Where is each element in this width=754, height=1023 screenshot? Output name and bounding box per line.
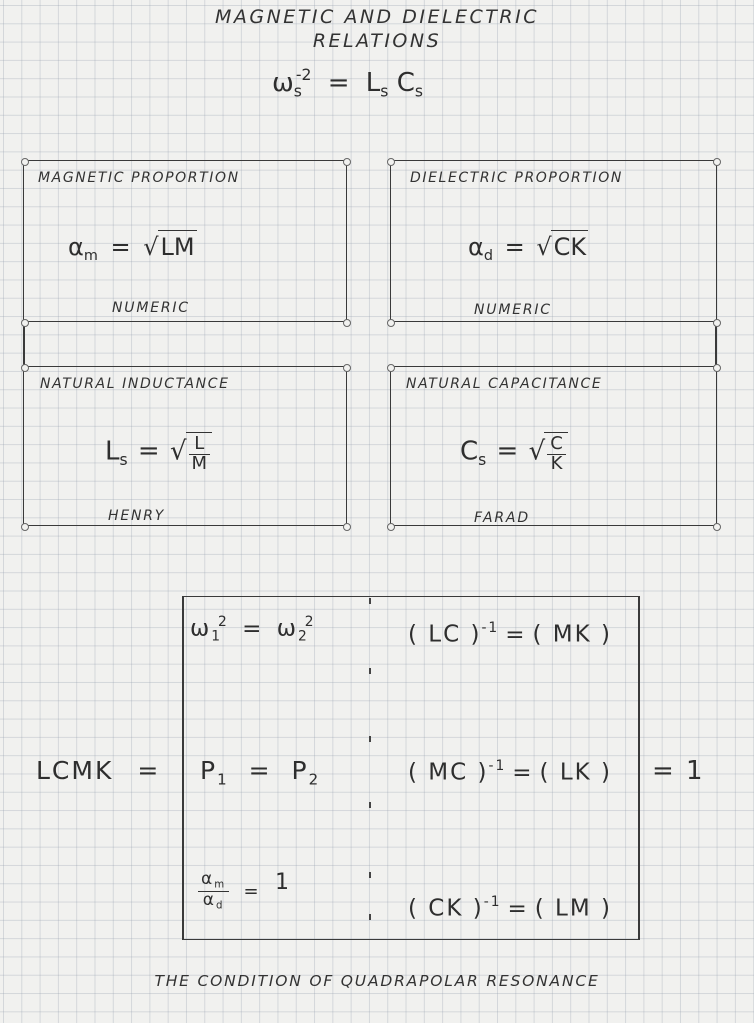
natural-capacitance-label: NATURAL CAPACITANCE bbox=[406, 376, 603, 392]
dielectric-proportion-label: DIELECTRIC PROPORTION bbox=[410, 170, 623, 186]
subscript: 2 bbox=[308, 770, 321, 789]
alpha-symbol: α bbox=[202, 890, 216, 910]
superscript: 2 bbox=[304, 614, 316, 630]
separator-tick bbox=[369, 914, 371, 920]
ck-lm-relation bbox=[408, 894, 612, 922]
natural-capacitance-unit: FARAD bbox=[474, 510, 530, 526]
natural-inductance-formula bbox=[105, 432, 212, 474]
equals-sign: = bbox=[507, 895, 529, 922]
product-term: ( CK ) bbox=[408, 895, 484, 922]
natural-capacitance-formula bbox=[460, 432, 568, 474]
resonance-equation bbox=[272, 66, 423, 100]
condition-lhs bbox=[36, 756, 160, 785]
condition-result: = 1 bbox=[652, 756, 705, 786]
dielectric-proportion-unit: NUMERIC bbox=[474, 302, 552, 318]
radicand bbox=[544, 432, 568, 474]
ratio-denominator bbox=[198, 892, 229, 912]
equals-sign: = bbox=[248, 756, 272, 785]
capacitance-symbol: C bbox=[460, 436, 479, 467]
ratio-value: 1 bbox=[274, 870, 291, 895]
dielectric-proportion-formula bbox=[468, 230, 588, 264]
alpha-subscript: d bbox=[483, 248, 493, 265]
corner-dot bbox=[343, 364, 351, 372]
subscript: d bbox=[215, 900, 225, 912]
fraction-numerator: L bbox=[189, 435, 211, 455]
condition-matrix-right-bracket bbox=[638, 596, 640, 940]
exponent: -1 bbox=[488, 758, 507, 774]
corner-dot bbox=[343, 523, 351, 531]
radicand: LM bbox=[158, 230, 197, 261]
exponent: -1 bbox=[483, 894, 502, 910]
equals-sign: = bbox=[110, 233, 131, 261]
product-term: ( LK ) bbox=[539, 759, 612, 786]
product-term: ( LM ) bbox=[534, 895, 612, 922]
alpha-subscript: m bbox=[83, 248, 98, 265]
proportion-ratio bbox=[198, 870, 291, 912]
frequency-equality bbox=[190, 614, 316, 644]
equals-sign: = bbox=[243, 881, 261, 902]
alpha-symbol: α bbox=[68, 233, 84, 261]
superscript: 2 bbox=[218, 614, 229, 630]
omega-symbol: ω bbox=[190, 615, 212, 642]
product-term: ( MK ) bbox=[532, 621, 612, 648]
corner-dot bbox=[713, 364, 721, 372]
equals-sign: = bbox=[137, 756, 161, 785]
radical-icon: √ bbox=[528, 436, 546, 467]
equals-sign: = bbox=[505, 621, 527, 648]
inductance-subscript: s bbox=[380, 82, 389, 101]
corner-dot bbox=[21, 158, 29, 166]
radicand bbox=[186, 432, 213, 474]
corner-dot bbox=[343, 319, 351, 327]
exponent: -1 bbox=[481, 620, 500, 636]
alpha-symbol: α bbox=[468, 233, 484, 261]
corner-dot bbox=[387, 319, 395, 327]
corner-dot bbox=[713, 523, 721, 531]
capacitance-subscript: s bbox=[414, 82, 423, 101]
separator-tick bbox=[369, 668, 371, 674]
ratio-fraction bbox=[198, 868, 229, 913]
capacitance-subscript: s bbox=[478, 450, 487, 469]
ratio-numerator bbox=[198, 868, 229, 892]
equals-sign: = bbox=[137, 436, 160, 467]
radical-icon: √ bbox=[143, 233, 159, 261]
capacitance-symbol: C bbox=[396, 67, 415, 98]
magnetic-proportion-unit: NUMERIC bbox=[112, 300, 190, 316]
fraction-denominator: M bbox=[191, 452, 208, 474]
separator-tick bbox=[369, 872, 371, 878]
omega-symbol: ω bbox=[272, 67, 294, 98]
radical-icon: √ bbox=[169, 436, 187, 467]
connector-line-left bbox=[23, 322, 25, 366]
corner-dot bbox=[21, 319, 29, 327]
power-equality bbox=[200, 756, 320, 788]
subscript: 2 bbox=[298, 628, 309, 645]
corner-dot bbox=[387, 523, 395, 531]
product-term: ( LC ) bbox=[408, 621, 482, 648]
fraction-numerator: C bbox=[547, 435, 566, 455]
lcmk-label: LCMK bbox=[36, 756, 114, 785]
equals-sign: = bbox=[327, 67, 350, 98]
equals-sign: = bbox=[242, 615, 264, 642]
radical-icon: √ bbox=[536, 233, 552, 261]
product-term: ( MC ) bbox=[408, 759, 489, 786]
mc-lk-relation bbox=[408, 758, 612, 786]
equals-sign: = bbox=[512, 759, 534, 786]
title-line-1: MAGNETIC AND DIELECTRIC bbox=[214, 6, 539, 28]
corner-dot bbox=[21, 523, 29, 531]
alpha-symbol: α bbox=[201, 868, 215, 889]
corner-dot bbox=[713, 158, 721, 166]
magnetic-proportion-formula bbox=[68, 230, 197, 264]
corner-dot bbox=[21, 364, 29, 372]
inductance-symbol: L bbox=[105, 436, 120, 467]
subscript: m bbox=[214, 879, 227, 891]
corner-dot bbox=[387, 158, 395, 166]
magnetic-proportion-label: MAGNETIC PROPORTION bbox=[38, 170, 240, 186]
title-line-2: RELATIONS bbox=[312, 30, 442, 52]
footer-caption: THE CONDITION OF QUADRAPOLAR RESONANCE bbox=[154, 972, 600, 990]
radicand: CK bbox=[551, 230, 589, 261]
separator-tick bbox=[369, 598, 371, 604]
power-symbol: P bbox=[200, 756, 218, 785]
separator-tick bbox=[369, 736, 371, 742]
corner-dot bbox=[387, 364, 395, 372]
omega-subscript: s bbox=[293, 82, 302, 101]
fraction-denominator: K bbox=[550, 452, 563, 474]
omega-symbol: ω bbox=[276, 615, 298, 642]
corner-dot bbox=[713, 319, 721, 327]
power-symbol: P bbox=[291, 756, 309, 785]
inductance-symbol: L bbox=[365, 67, 381, 98]
natural-inductance-unit: HENRY bbox=[108, 508, 166, 524]
subscript: 1 bbox=[217, 770, 229, 789]
equals-sign: = bbox=[504, 233, 525, 261]
connector-line-right bbox=[715, 322, 717, 366]
omega-exponent: -2 bbox=[295, 66, 312, 84]
separator-tick bbox=[369, 802, 371, 808]
corner-dot bbox=[343, 158, 351, 166]
natural-inductance-label: NATURAL INDUCTANCE bbox=[40, 376, 230, 392]
inductance-subscript: s bbox=[119, 450, 128, 469]
lc-mk-relation bbox=[408, 620, 612, 648]
subscript: 1 bbox=[211, 628, 223, 645]
equals-sign: = bbox=[496, 436, 519, 467]
